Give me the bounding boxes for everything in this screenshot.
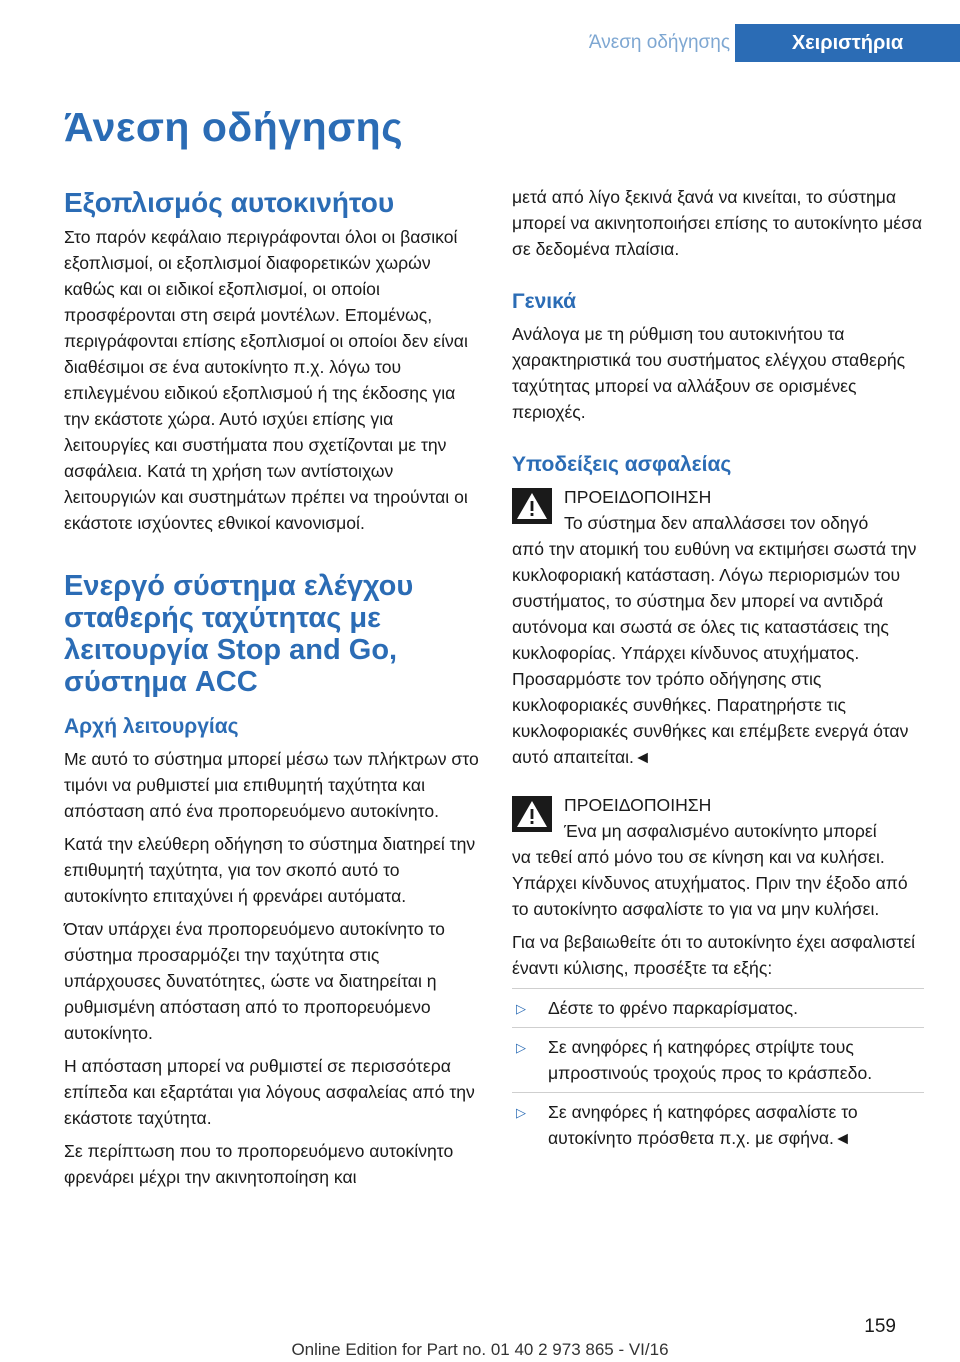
warning-lead: Ένα μη ασφαλισμένο αυτοκίνητο μπορεί [564,821,877,841]
warning-triangle-icon [512,488,552,524]
safety-intro: Για να βεβαιωθείτε ότι το αυτοκίνητο έχει ασφαλιστεί έναντι κύλισης, προσέξτε τα εξής: [512,932,916,978]
acc-paragraph-4: Η απόσταση μπορεί να ρυθμιστεί σε περισσότερα επίπεδα και εξαρτάται για λόγους ασφαλείας από την εκάστοτε ταχύτητα. [64,1056,475,1128]
continuation-text: μετά από λίγο ξεκινά ξανά να κινείται, το σύστημα μπορεί να ακινητοποιήσει επίσης το αυτοκίνητο μέσα σε δεδομένα πλαίσια. [512,187,923,259]
general-heading: Γενικά [512,290,577,313]
triangle-bullet-icon: ▷ [516,1040,526,1055]
warning-box-1 [512,484,924,770]
header-bar [0,0,960,62]
warning-text: να τεθεί από μόνο του σε κίνηση και να κυλήσει. Υπάρχει κίνδυνος ατυχήματος. Πριν την έξοδο από το αυτοκίνητο ασφαλίστε το για να μην κυλήσει. [512,847,908,919]
equipment-heading: Εξοπλισμός αυτοκινήτου [64,187,395,218]
page-title: Άνεση οδήγησης [64,104,404,150]
acc-heading: Ενεργό σύστημα ελέγχου σταθερής ταχύτητας με λειτουργία Stop and Go, σύστημα ACC [64,570,414,698]
step-text: Σε ανηφόρες ή κατηφόρες ασφαλίστε το αυτοκίνητο πρόσθετα π.χ. με σφήνα.◄ [548,1102,858,1148]
chapter-tab[interactable]: Χειριστήρια [735,24,960,62]
triangle-bullet-icon: ▷ [516,1001,526,1016]
step-text: Σε ανηφόρες ή κατηφόρες στρίψτε τους μπροστινούς τροχούς προς το κράσπεδο. [548,1037,873,1083]
acc-paragraph-5: Σε περίπτωση που το προπορευόμενο αυτοκίνητο φρενάρει μέχρι την ακινητοποίηση και [64,1141,454,1187]
step-text: Δέστε το φρένο παρκαρίσματος. [548,998,798,1018]
list-item [512,988,924,1027]
acc-paragraph-1: Με αυτό το σύστημα μπορεί μέσω των πλήκτρων στο τιμόνι να ρυθμιστεί μια επιθυμητή ταχύτητα και απόσταση από ένα προπορευόμενο αυτοκίνητο. [64,749,479,821]
left-column [64,186,480,1197]
warning-text: από την ατομική του ευθύνη να εκτιμήσει σωστά την κυκλοφοριακή κατάσταση. Λόγω περιορισμών του συστήματος, το σύστημα δεν μπορεί να αντιδρά αυτόνομα και σωστά σε όλες τις καταστάσεις της κυκλοφορίας. Υπάρχει κίνδυνος ατυχήματος. Προσαρμόστε τον τρόπο οδήγησης στις κυκλοφοριακές συνθήκες. Παρατηρήστε τις κυκλοφοριακές συνθήκες και επέμβετε ενεργά όταν αυτό απαιτείται.◄ [512,539,917,767]
triangle-bullet-icon: ▷ [516,1105,526,1120]
safety-heading: Υποδείξεις ασφαλείας [512,453,732,476]
principle-heading: Αρχή λειτουργίας [64,715,239,738]
edition-footer: Online Edition for Part no. 01 40 2 973 865 - VI/16 [291,1340,669,1359]
equipment-text: Στο παρόν κεφάλαιο περιγράφονται όλοι οι βασικοί εξοπλισμοί, οι εξοπλισμοί διαφορετικών χωρών καθώς και οι ειδικοί εξοπλισμοί, οι οποίοι προσφέρονται στη σειρά μοντέλων. Επομένως, περιγράφονται επίσης εξοπλισμοί οι οποίοι δεν είναι διαθέσιμοι σε ένα αυτοκίνητο π.χ. λόγω του επιλεγμένου ειδικού εξοπλισμού ή της έκδοσης για την εκάστοτε χώρα. Αυτό ισχύει επίσης για λειτουργίες και συστήματα που σχετίζονται με την ασφάλεια. Κατά τη χρήση των αντίστοιχων λειτουργιών και συστημάτων πρέπει να τηρούνται οι εκάστοτε ισχύοντες εθνικοί κανονισμοί. [64,227,468,533]
warning-triangle-icon [512,796,552,832]
acc-paragraph-3: Όταν υπάρχει ένα προπορευόμενο αυτοκίνητο το σύστημα προσαρμόζει την ταχύτητα στις υπάρχουσες δυνατότητες, ώστε να διατηρείται η ρυθμισμένη απόσταση από το προπορευόμενο αυτοκίνητο. [64,919,445,1043]
page-number: 159 [864,1316,896,1337]
acc-paragraph-2: Κατά την ελεύθερη οδήγηση το σύστημα διατηρεί την επιθυμητή ταχύτητα, για τον σκοπό αυτό το αυτοκίνητο επιταχύνει ή φρενάρει αυτόματα. [64,834,476,906]
warning-box-2 [512,792,924,922]
steps-list [512,988,924,1157]
right-column [512,184,924,1157]
list-item [512,1092,924,1157]
warning-label: ΠΡΟΕΙΔΟΠΟΙΗΣΗ [564,487,712,507]
list-item [512,1027,924,1092]
general-text: Ανάλογα με τη ρύθμιση του αυτοκινήτου τα χαρακτηριστικά του συστήματος ελέγχου σταθερής ταχύτητας μπορεί να αλλάξουν σε ορισμένες περιοχές. [512,324,906,422]
warning-lead: Το σύστημα δεν απαλλάσσει τον οδηγό [564,513,869,533]
warning-label: ΠΡΟΕΙΔΟΠΟΙΗΣΗ [564,795,712,815]
section-tab[interactable]: Άνεση οδήγησης [588,32,730,53]
